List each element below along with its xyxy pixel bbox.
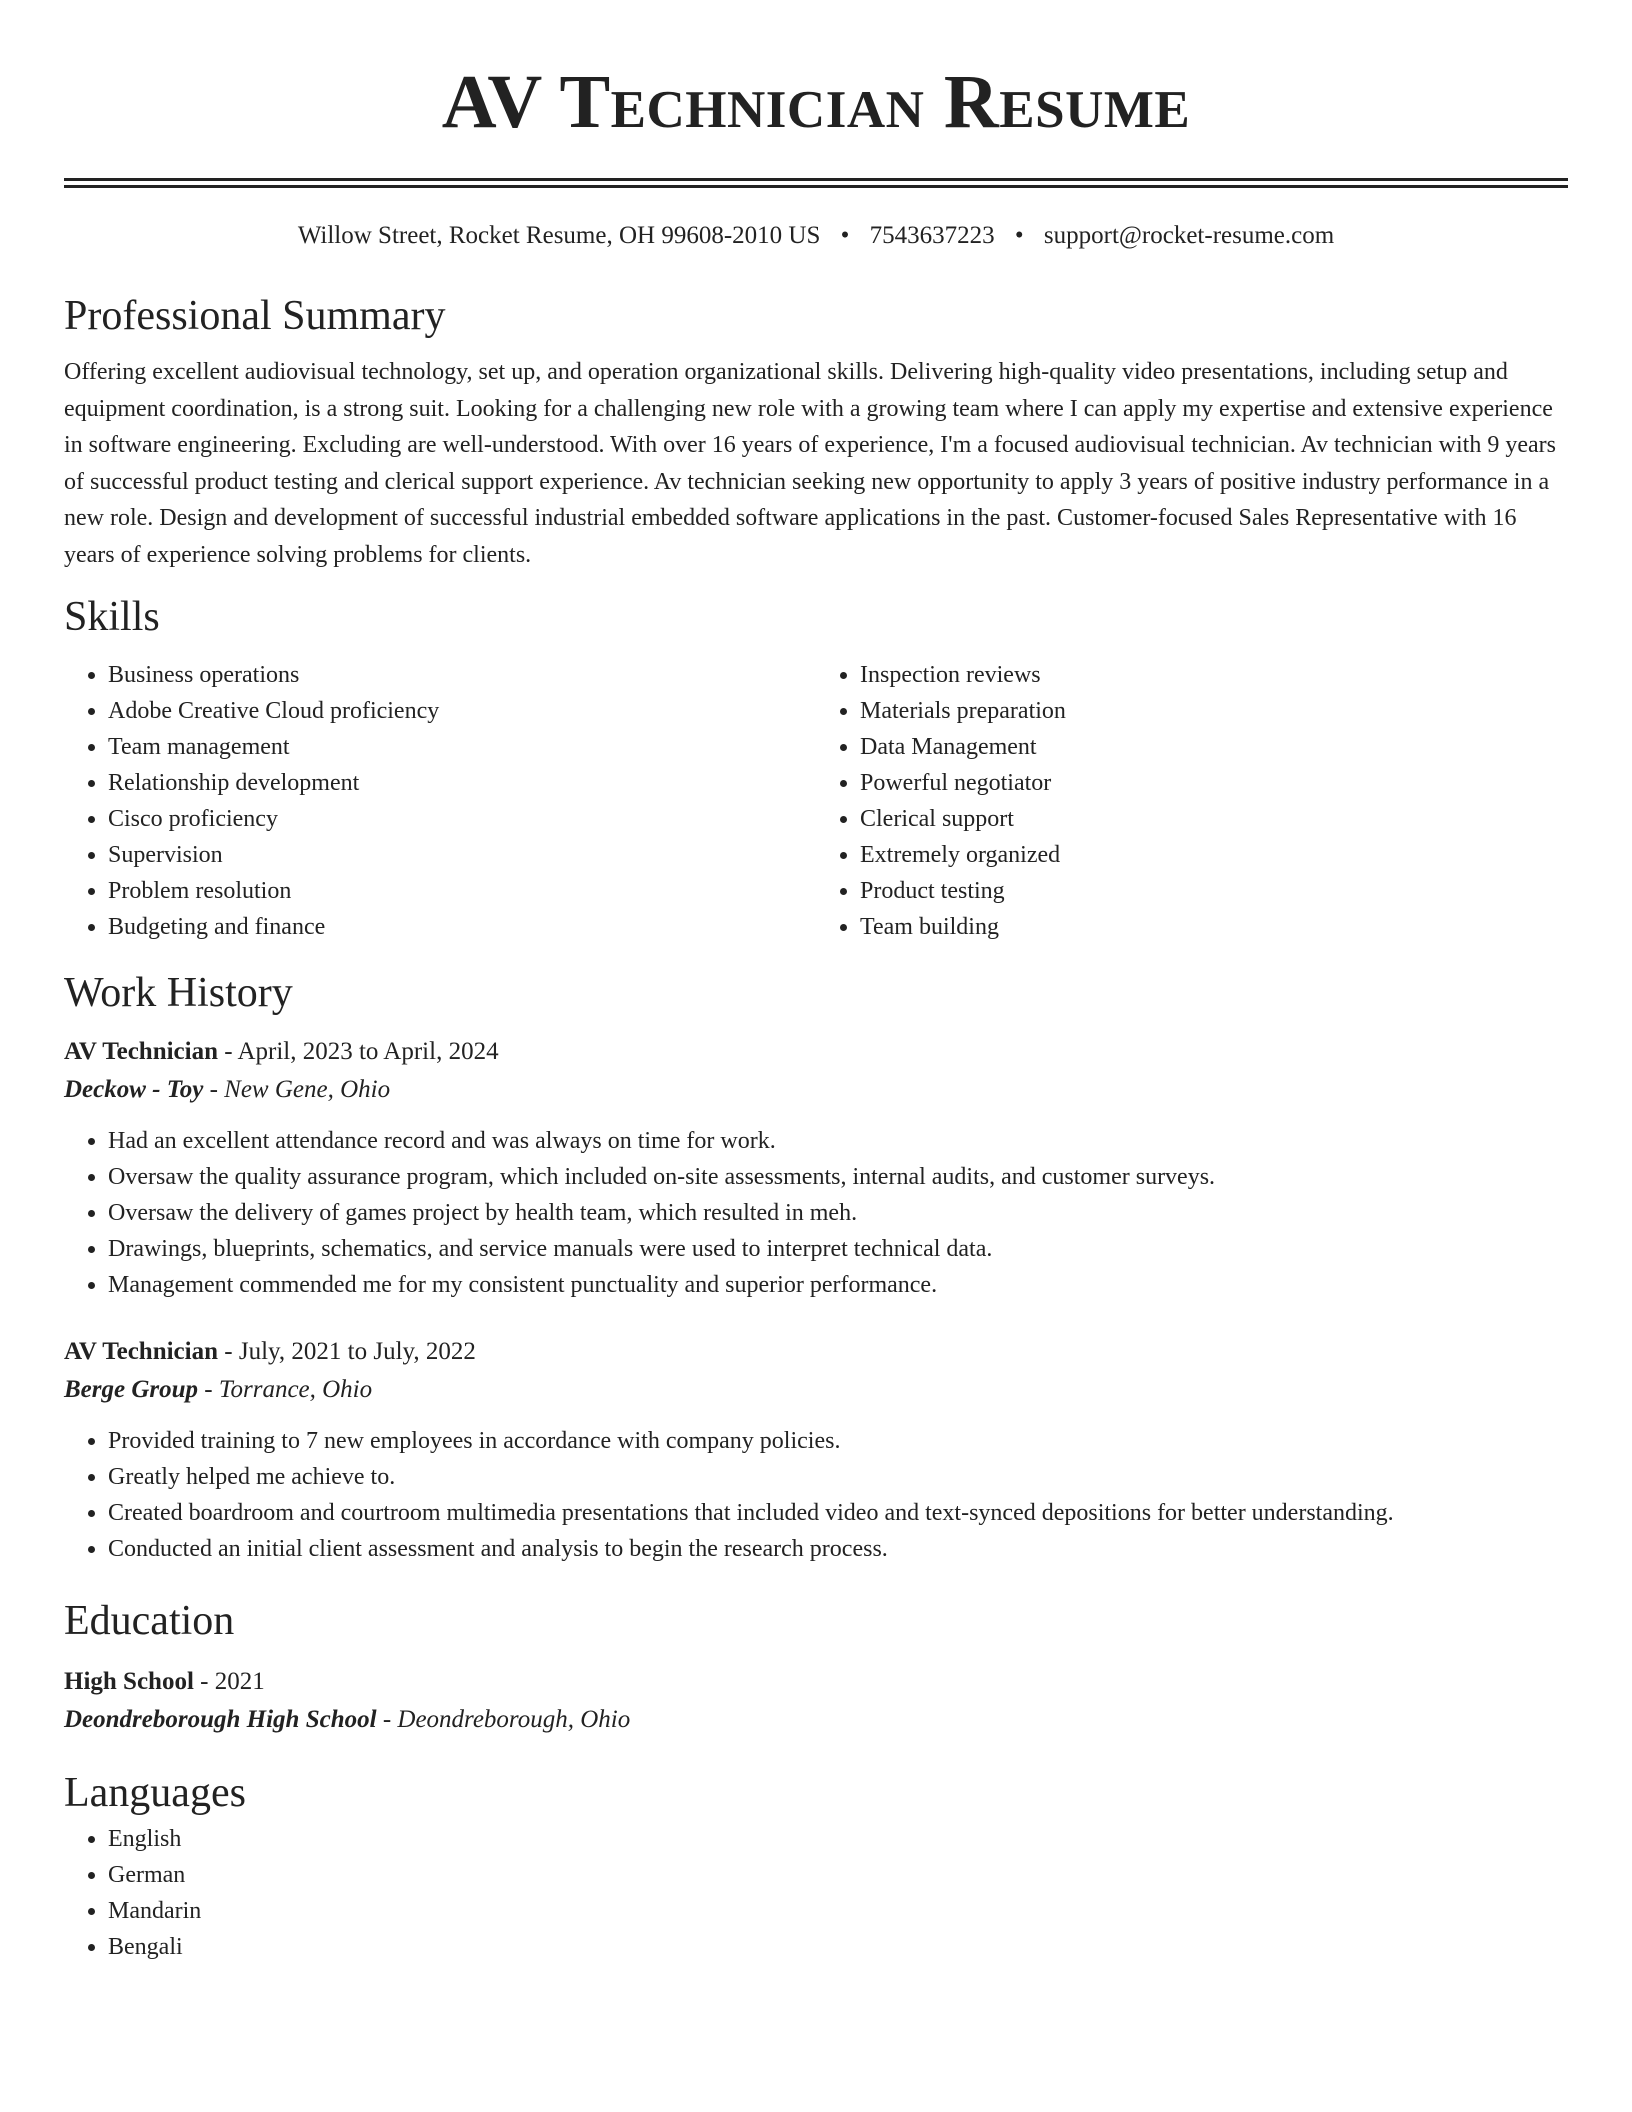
job-title: AV Technician <box>64 1038 219 1065</box>
skill-item: • Extremely organized <box>860 837 1568 873</box>
education-degree: High School <box>64 1668 194 1695</box>
skills-list-right <box>816 657 1568 945</box>
job-title-line <box>64 1333 1568 1371</box>
job-bullet: • Created boardroom and courtroom multimedia presentations that included video and text-synced depositions for better understanding. <box>108 1495 1568 1531</box>
job-bullets <box>64 1423 1568 1567</box>
skill-item: • Adobe Creative Cloud proficiency <box>108 693 816 729</box>
job-location: - New Gene, Ohio <box>203 1076 391 1103</box>
job-bullets <box>64 1123 1568 1303</box>
skill-item: • Product testing <box>860 873 1568 909</box>
contact-line <box>64 218 1568 254</box>
education-school-line <box>64 1701 1568 1739</box>
language-item: • Mandarin <box>108 1893 1568 1929</box>
summary-heading: Professional Summary <box>64 293 446 339</box>
education-school: Deondreborough High School <box>64 1706 377 1733</box>
job-title: AV Technician <box>64 1338 219 1365</box>
education-degree-line <box>64 1663 1568 1701</box>
job-bullet: • Management commended me for my consistent punctuality and superior performance. <box>108 1267 1568 1303</box>
skills-list-left <box>64 657 816 945</box>
skill-item: • Budgeting and finance <box>108 909 816 945</box>
job-entry <box>64 1333 1568 1567</box>
job-company-line <box>64 1071 1568 1109</box>
skill-item: • Powerful negotiator <box>860 765 1568 801</box>
job-company: Berge Group <box>64 1376 199 1403</box>
contact-address: Willow Street, Rocket Resume, OH 99608-2010 US <box>297 222 821 249</box>
education-entry <box>64 1663 1568 1739</box>
education-year: - 2021 <box>193 1668 265 1695</box>
summary-text: Offering excellent audiovisual technology, set up, and operation organizational skills. Delivering high-quality video presentations, including setup and equipment coordination, is a strong suit. Looking for a challenging new role with a growing team where I can apply my expertise and extensive experience in software engineering. Excluding are well-understood. With over 16 years of experience, I'm a focused audiovisual technician. Av technician with 9 years of successful product testing and clerical support experience. Av technician seeking new opportunity to apply 3 years of positive industry performance in a new role. Design and development of successful industrial embedded software applications in the past. Customer-focused Sales Representative with 16 years of experience solving problems for clients. <box>64 359 1556 568</box>
skills-columns <box>64 657 1568 945</box>
skill-item: • Team building <box>860 909 1568 945</box>
title-divider <box>64 178 1568 188</box>
skill-item: • Problem resolution <box>108 873 816 909</box>
skill-item: • Business operations <box>108 657 816 693</box>
job-title-line <box>64 1033 1568 1071</box>
job-bullet: • Drawings, blueprints, schematics, and service manuals were used to interpret technical data. <box>108 1231 1568 1267</box>
language-item: • German <box>108 1857 1568 1893</box>
skill-item: • Data Management <box>860 729 1568 765</box>
contact-phone: 7543637223 <box>869 222 995 249</box>
job-bullet: • Greatly helped me achieve to. <box>108 1459 1568 1495</box>
skill-item: • Supervision <box>108 837 816 873</box>
job-bullet: • Oversaw the quality assurance program, which included on-site assessments, internal audits, and customer surveys. <box>108 1159 1568 1195</box>
languages-list <box>64 1821 1568 1965</box>
job-entry <box>64 1033 1568 1303</box>
skill-item: • Clerical support <box>860 801 1568 837</box>
skill-item: • Cisco proficiency <box>108 801 816 837</box>
job-bullet: • Had an excellent attendance record and was always on time for work. <box>108 1123 1568 1159</box>
contact-email: support@rocket-resume.com <box>1043 222 1335 249</box>
job-dates: - April, 2023 to April, 2024 <box>218 1038 499 1065</box>
job-location: - Torrance, Ohio <box>198 1376 373 1403</box>
languages-heading: Languages <box>64 1770 246 1816</box>
job-bullet: • Provided training to 7 new employees in accordance with company policies. <box>108 1423 1568 1459</box>
language-item: • English <box>108 1821 1568 1857</box>
job-company: Deckow - Toy <box>64 1076 204 1103</box>
resume-title: AV Technician Resume <box>441 60 1191 144</box>
contact-separator: • <box>1014 222 1024 249</box>
job-bullet: • Conducted an initial client assessment and analysis to begin the research process. <box>108 1531 1568 1567</box>
education-location: - Deondreborough, Ohio <box>376 1706 631 1733</box>
job-bullet: • Oversaw the delivery of games project by health team, which resulted in meh. <box>108 1195 1568 1231</box>
language-item: • Bengali <box>108 1929 1568 1965</box>
contact-separator: • <box>840 222 850 249</box>
skills-heading: Skills <box>64 594 160 640</box>
skill-item: • Relationship development <box>108 765 816 801</box>
education-heading: Education <box>64 1598 235 1644</box>
skill-item: • Team management <box>108 729 816 765</box>
skill-item: • Inspection reviews <box>860 657 1568 693</box>
skill-item: • Materials preparation <box>860 693 1568 729</box>
job-dates: - July, 2021 to July, 2022 <box>218 1338 476 1365</box>
job-company-line <box>64 1371 1568 1409</box>
work-history-heading: Work History <box>64 970 293 1016</box>
